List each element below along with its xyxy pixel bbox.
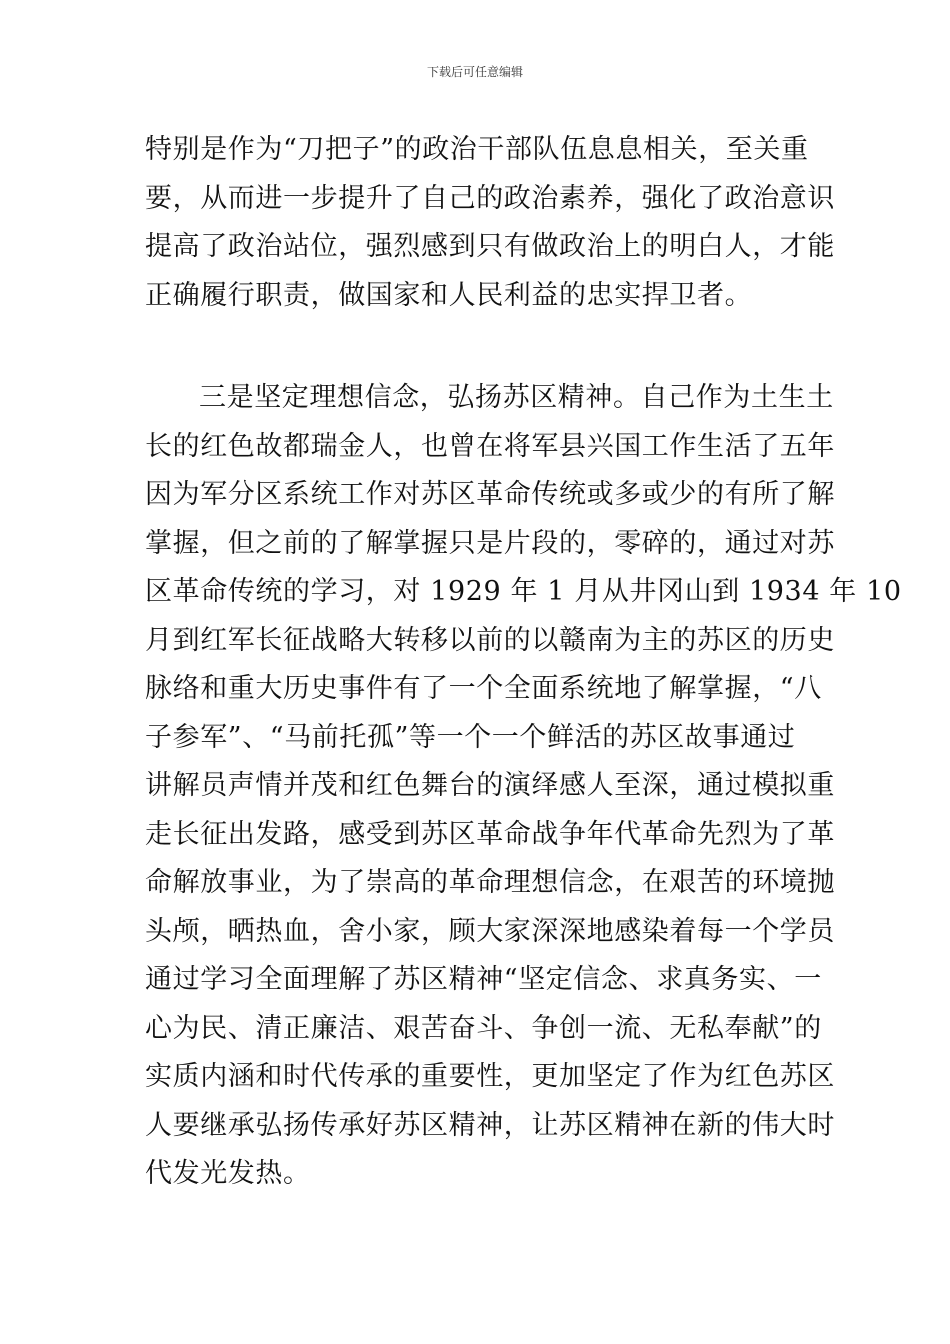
text-line: 三是坚定理想信念，弘扬苏区精神。自己作为土生土: [199, 382, 834, 413]
text-line: 脉络和重大历史事件有了一个全面系统地了解掌握，“八: [145, 673, 822, 704]
text-line: 命解放事业，为了崇高的革命理想信念，在艰苦的环境抛: [145, 867, 835, 898]
text-line: 提高了政治站位，强烈感到只有做政治上的明白人，才能: [145, 231, 835, 262]
paragraph-political-awareness: [145, 126, 835, 320]
text-line: 实质内涵和时代传承的重要性，更加坚定了作为红色苏区: [145, 1061, 835, 1092]
text-line: 代发光发热。: [145, 1158, 311, 1189]
text-line: 要，从而进一步提升了自己的政治素养，强化了政治意识: [145, 182, 835, 214]
text-line: 人要继承弘扬传承好苏区精神，让苏区精神在新的伟大时: [145, 1109, 835, 1141]
text-line: 通过学习全面理解了苏区精神“坚定信念、求真务实、一: [145, 964, 822, 995]
text-line: 区革命传统的学习，对 1929 年 1 月从井冈山到 1934 年 10: [145, 576, 902, 607]
text-line: 长的红色故都瑞金人，也曾在将军县兴国工作生活了五年: [145, 430, 835, 462]
text-line: 特别是作为“刀把子”的政治干部队伍息息相关，至关重: [145, 134, 809, 165]
page-header: 下载后可任意编辑: [426, 65, 523, 79]
text-line: 头颅，晒热血，舍小家，顾大家深深地感染着每一个学员: [145, 915, 835, 947]
text-line: 心为民、清正廉洁、艰苦奋斗、争创一流、无私奉献”的: [145, 1012, 822, 1044]
text-line: 子参军”、“马前托孤”等一个一个鲜活的苏区故事通过: [145, 721, 796, 753]
text-line: 讲解员声情并茂和红色舞台的演绎感人至深，通过模拟重: [145, 770, 835, 801]
paragraph-soviet-spirit: [145, 374, 902, 1199]
text-line: 走长征出发路，感受到苏区革命战争年代革命先烈为了革: [145, 818, 835, 850]
text-line: 月到红军长征战略大转移以前的以赣南为主的苏区的历史: [145, 624, 835, 656]
text-line: 掌握，但之前的了解掌握只是片段的，零碎的，通过对苏: [145, 527, 835, 559]
text-line: 正确履行职责，做国家和人民利益的忠实捍卫者。: [145, 279, 753, 311]
text-line: 因为军分区系统工作对苏区革命传统或多或少的有所了解: [145, 479, 835, 510]
